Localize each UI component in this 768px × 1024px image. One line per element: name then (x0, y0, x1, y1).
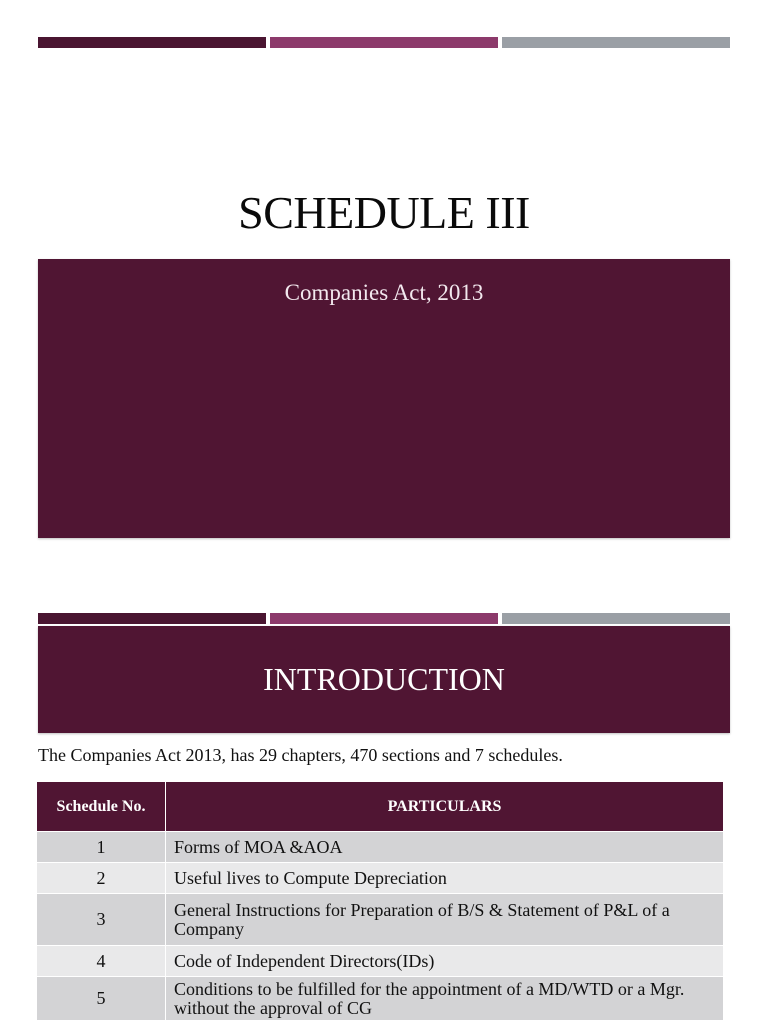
slide1-subtitle-panel (38, 259, 730, 538)
slide2-title: INTRODUCTION (263, 661, 505, 697)
schedules-table (36, 781, 724, 1021)
slide2-header-panel (38, 626, 730, 733)
header-particulars: PARTICULARS (166, 782, 724, 832)
slide1-accent-bar-gray (502, 37, 730, 48)
schedule-number: 3 (37, 894, 166, 946)
intro-text: The Companies Act 2013, has 29 chapters, 470 sections and 7 schedules. (38, 745, 563, 765)
schedule-particulars: Conditions to be fulfilled for the appointment of a MD/WTD or a Mgr. without the approval of CG (166, 977, 724, 1021)
slide2-accent-bar-gray (502, 613, 730, 624)
table-row (37, 977, 724, 1021)
schedule-particulars: Useful lives to Compute Depreciation (166, 863, 724, 894)
schedule-number: 2 (37, 863, 166, 894)
schedule-number: 5 (37, 977, 166, 1021)
table-row (37, 894, 724, 946)
table-row (37, 863, 724, 894)
slide1-accent-bar-magenta (270, 37, 498, 48)
slide2-accent-bar-dark (38, 613, 266, 624)
schedule-number: 4 (37, 946, 166, 977)
slide1-title: SCHEDULE III (238, 187, 530, 238)
table-row (37, 832, 724, 863)
schedule-particulars: Forms of MOA &AOA (166, 832, 724, 863)
schedule-particulars: Code of Independent Directors(IDs) (166, 946, 724, 977)
header-schedule-no: Schedule No. (37, 782, 166, 832)
slide2-accent-bar-magenta (270, 613, 498, 624)
schedule-number: 1 (37, 832, 166, 863)
slide1-accent-bar-dark (38, 37, 266, 48)
table-row (37, 946, 724, 977)
schedule-particulars: General Instructions for Preparation of B/S & Statement of P&L of a Company (166, 894, 724, 946)
slide1-subtitle: Companies Act, 2013 (284, 280, 484, 305)
table-header-row (37, 782, 724, 832)
